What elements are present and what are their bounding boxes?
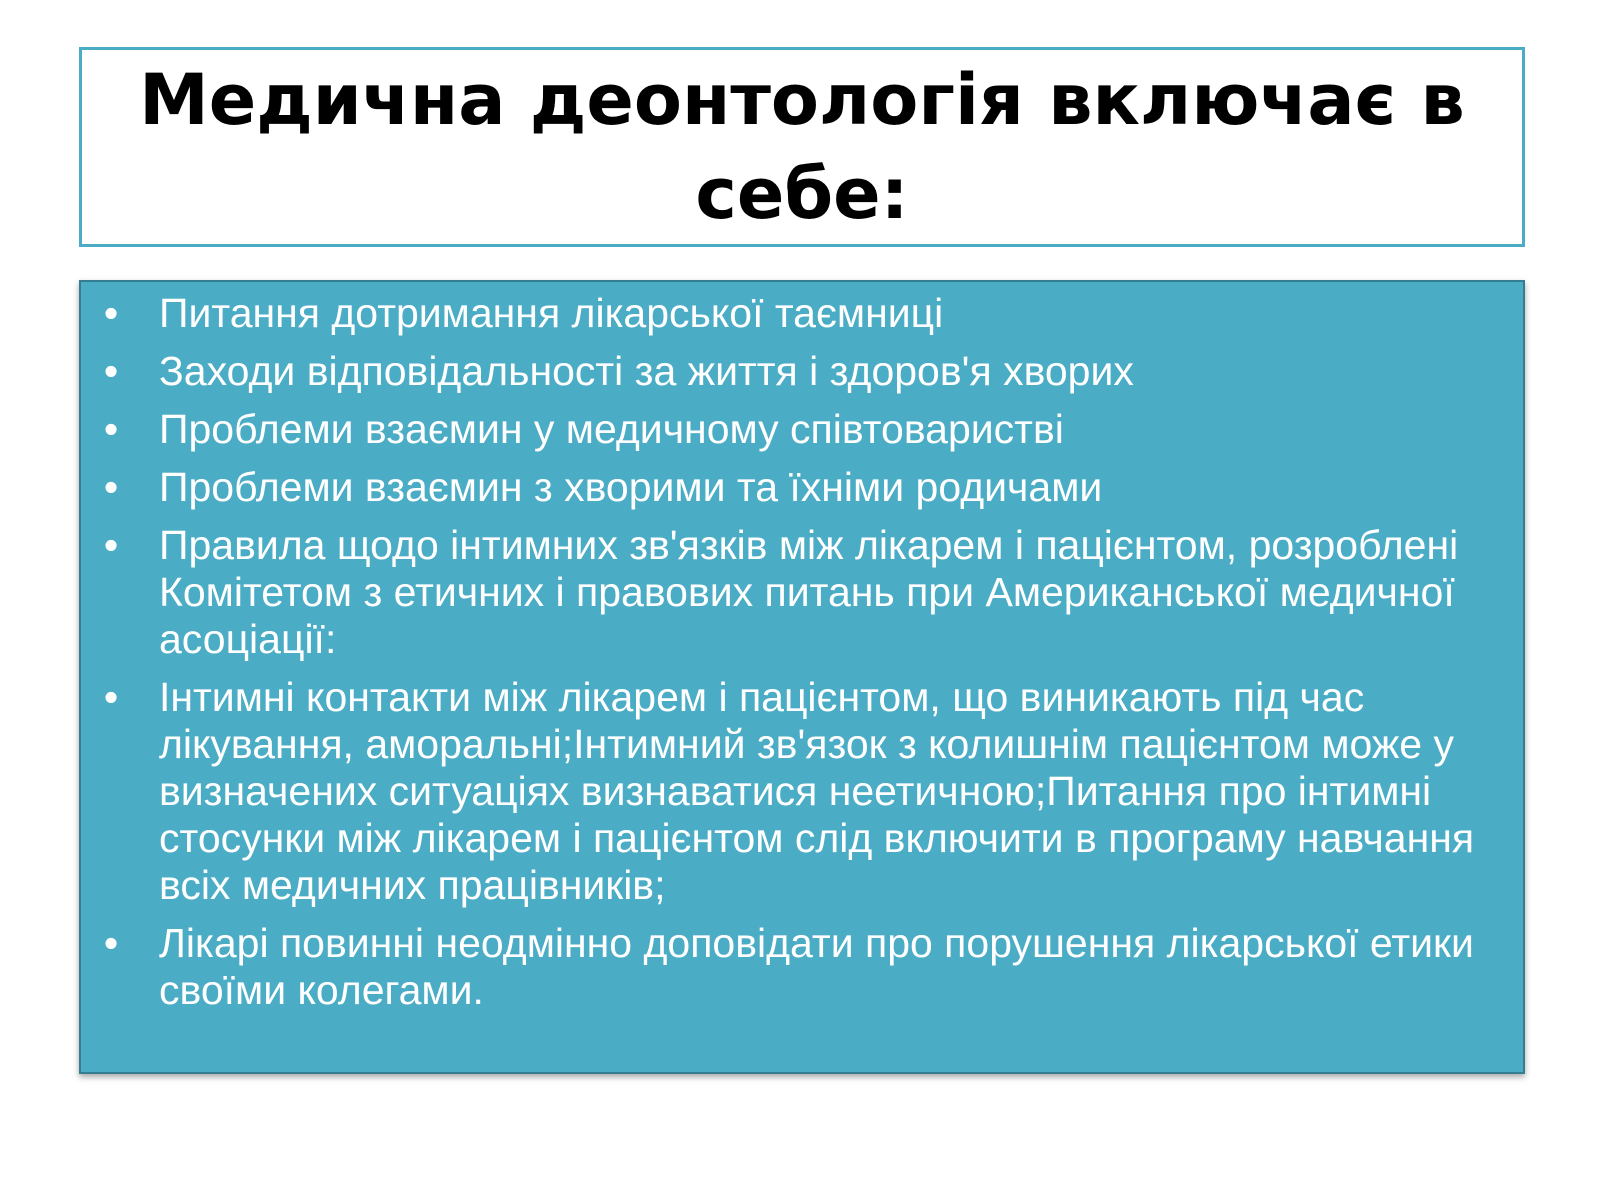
list-item-text: Проблеми взаємин з хворими та їхніми родичами <box>159 464 1103 510</box>
title-box <box>79 47 1525 247</box>
list-item-text: Правила щодо інтимних зв'язків між лікарем і пацієнтом, розроблені Комітетом з етичних і правових питань при Американської медичної асоціації: <box>159 522 1459 662</box>
bullet-icon: • <box>103 920 119 966</box>
list-item <box>81 348 1503 395</box>
list-item <box>81 464 1503 511</box>
list-item <box>81 290 1503 337</box>
list-item-text: Заходи відповідальності за життя і здоров'я хворих <box>159 348 1134 394</box>
list-item <box>81 920 1503 1014</box>
list-item-text: Лікарі повинні неодмінно доповідати про порушення лікарської етики своїми колегами. <box>159 920 1474 1013</box>
list-item <box>81 522 1503 663</box>
bullet-icon: • <box>103 464 119 510</box>
list-item-text: Інтимні контакти між лікарем і пацієнтом, що виникають під час лікування, аморальні;Інтимний зв'язок з колишнім пацієнтом може у визначених ситуаціях визнаватися неетичною;Питання про інтимні стосунки між лікарем і пацієнтом слід включити в програму навчання всіх медичних працівників; <box>159 674 1475 908</box>
bullet-icon: • <box>103 290 119 336</box>
list-item-text: Питання дотримання лікарської таємниці <box>159 290 944 336</box>
bullet-icon: • <box>103 348 119 394</box>
list-item <box>81 674 1503 909</box>
bullet-list <box>81 290 1503 1014</box>
bullet-icon: • <box>103 674 119 720</box>
bullet-icon: • <box>103 522 119 568</box>
bullet-icon: • <box>103 406 119 452</box>
list-item-text: Проблеми взаємин у медичному співтоваристві <box>159 406 1064 452</box>
list-item <box>81 406 1503 453</box>
slide-title: Медична деонтологія включає в себе: <box>139 59 1465 235</box>
content-box <box>79 280 1525 1074</box>
